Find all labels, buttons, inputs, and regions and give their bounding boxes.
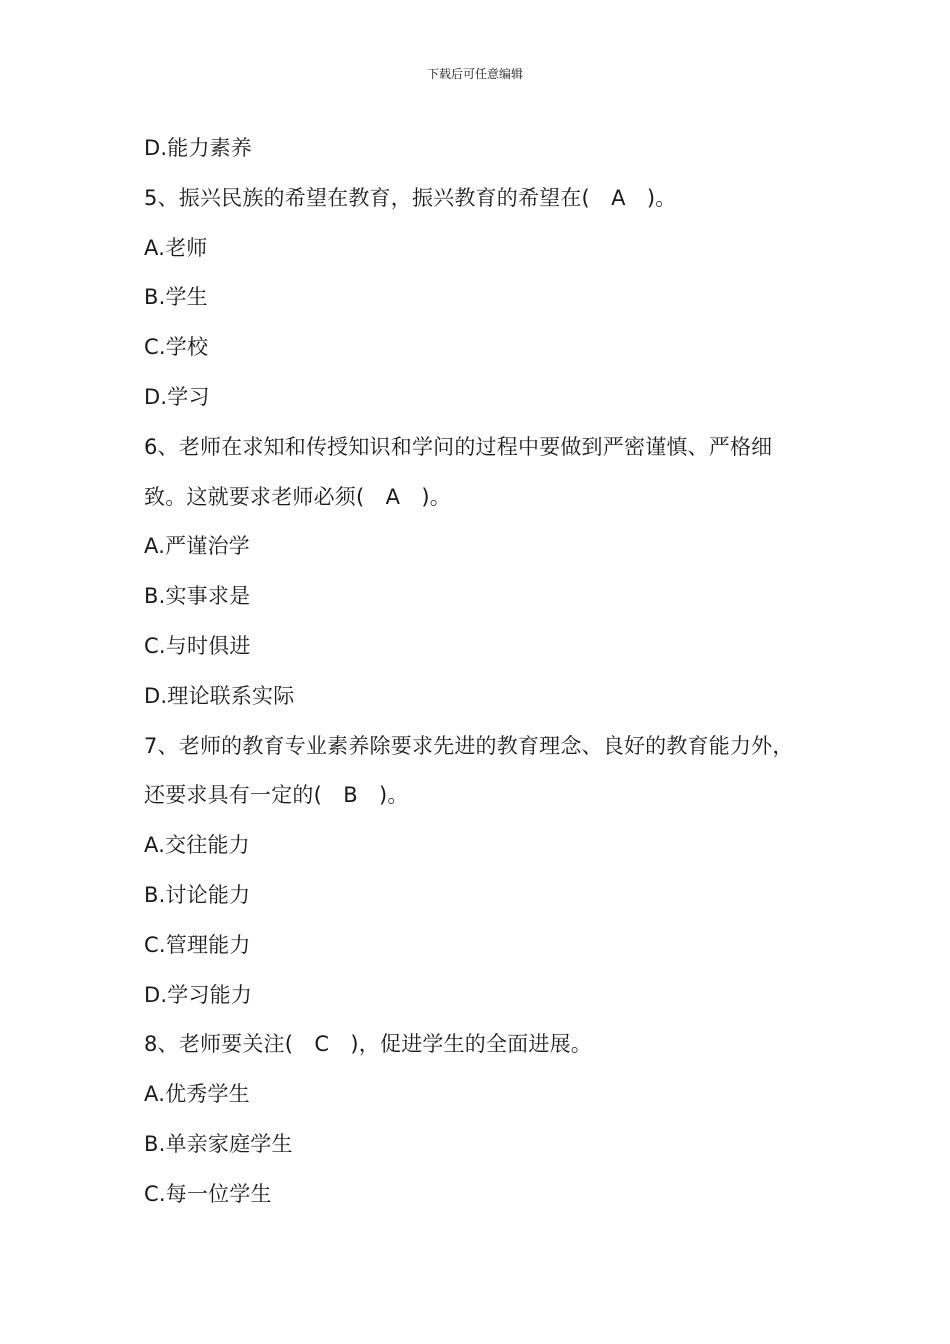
option-a-q5: A.老师 bbox=[144, 235, 208, 260]
page-header: 下载后可任意编辑 bbox=[426, 67, 523, 81]
option-a-q8: A.优秀学生 bbox=[144, 1082, 250, 1107]
option-b-q7: B.讨论能力 bbox=[144, 882, 251, 907]
option-c-q5: C.学校 bbox=[144, 335, 209, 360]
question-6-line-1: 6、老师在求知和传授知识和学问的过程中要做到严密谨慎、严格细 bbox=[144, 434, 773, 459]
question-7-line-1: 7、老师的教育专业素养除要求先进的教育理念、良好的教育能力外， bbox=[144, 733, 794, 758]
option-b-q8: B.单亲家庭学生 bbox=[144, 1131, 293, 1156]
option-a-q6: A.严谨治学 bbox=[144, 534, 250, 559]
question-6-line-2: 致。这就要求老师必须( A )。 bbox=[144, 484, 451, 509]
option-d-q5: D.学习 bbox=[144, 384, 210, 409]
option-a-q7: A.交往能力 bbox=[144, 833, 250, 858]
document-body bbox=[144, 124, 834, 1220]
option-d-q7: D.学习能力 bbox=[144, 982, 253, 1007]
option-d-q4: D.能力素养 bbox=[144, 136, 253, 160]
question-8: 8、老师要关注( C )，促进学生的全面进展。 bbox=[144, 1032, 593, 1057]
question-5: 5、振兴民族的希望在教育，振兴教育的希望在( A )。 bbox=[144, 185, 677, 210]
question-7-line-2: 还要求具有一定的( B )。 bbox=[144, 783, 409, 808]
option-b-q6: B.实事求是 bbox=[144, 584, 251, 609]
option-c-q7: C.管理能力 bbox=[144, 932, 251, 957]
option-c-q8: C.每一位学生 bbox=[144, 1181, 272, 1206]
option-d-q6: D.理论联系实际 bbox=[144, 683, 295, 708]
option-b-q5: B.学生 bbox=[144, 285, 208, 310]
option-c-q6: C.与时俱进 bbox=[144, 633, 251, 658]
